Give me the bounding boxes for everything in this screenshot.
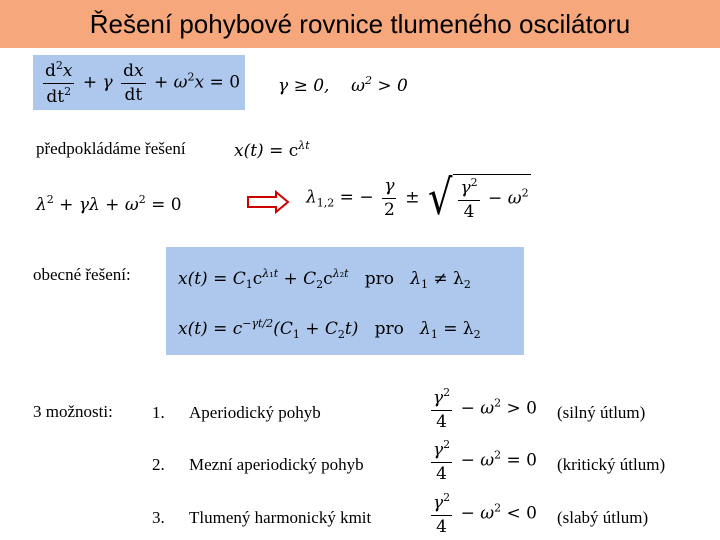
general-label: obecné řešení: bbox=[33, 265, 131, 284]
conditions: γ ≥ 0, $\omega^2 > 0$ bbox=[278, 74, 408, 96]
general-solution-row-1: $x(t) = C_1c^{\lambda_1t} + C_2c^{\lambda_2t}$ pro $\lambda_1 \ne \lambda_2$ bbox=[178, 267, 471, 291]
assumed-solution: $x(t) = c^{\lambda t}$ bbox=[234, 139, 310, 161]
roots-formula: $\lambda_{1,2}$ = − $\frac{\gamma}{2}$ ± √ $\frac{\gamma^2}{4}$ − $\omega^2$ bbox=[306, 170, 529, 226]
possibilities-label: 3 možnosti: bbox=[33, 402, 113, 421]
general-solution-row-2: $x(t) = c^{-\gamma t/2}(C_1 + C_2t)$ pro $\lambda_1 = \lambda_2$ bbox=[178, 317, 481, 341]
assume-label: předpokládáme řešení bbox=[36, 139, 186, 158]
page-title: Řešení pohybové rovnice tlumeného oscilátoru bbox=[89, 9, 631, 39]
second-derivative-fraction: $\frac{d^2x}{dt^2}$ bbox=[45, 59, 73, 107]
square-root: √ $\frac{\gamma^2}{4}$ − $\omega^2$ bbox=[427, 170, 529, 226]
first-derivative-fraction: $\frac{dx}{dt}$ bbox=[123, 61, 144, 105]
characteristic-equation: $\lambda^2 + \gamma\lambda + \omega^2 = 0$ bbox=[36, 193, 182, 215]
criterion-3: $\frac{\gamma^2}{4}$ − $\omega^2 < 0$ bbox=[433, 491, 537, 537]
criterion-1: $\frac{\gamma^2}{4}$ − $\omega^2 > 0$ bbox=[433, 386, 537, 432]
implies-arrow-icon bbox=[246, 190, 290, 214]
motion-equation: $\frac{d^2x}{dt^2}$ + γ $\frac{dx}{dt}$ + $\omega^2x = 0$ bbox=[45, 59, 241, 107]
criterion-2: $\frac{\gamma^2}{4}$ − $\omega^2 = 0$ bbox=[433, 438, 537, 484]
